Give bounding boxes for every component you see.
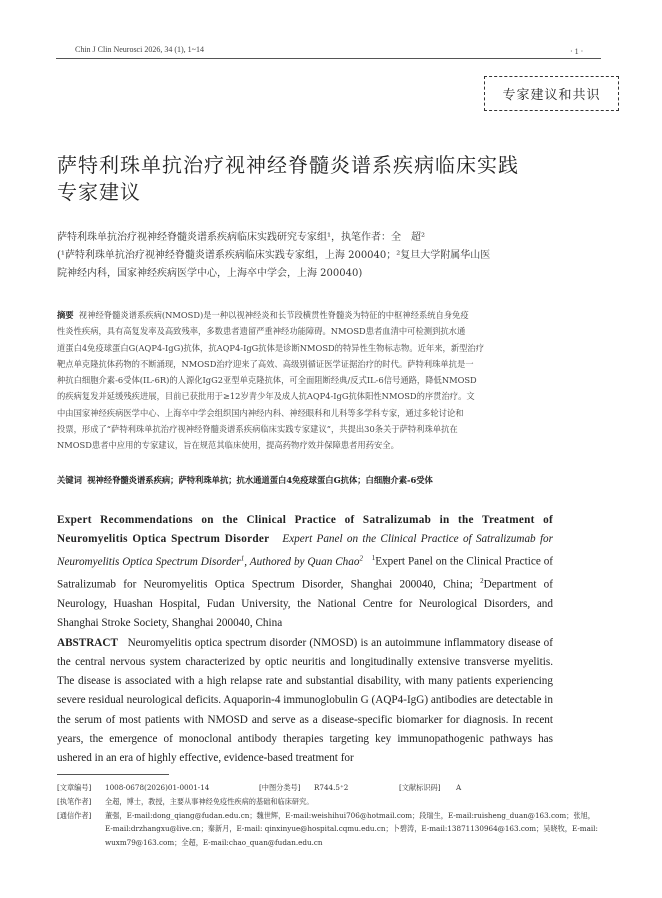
chinese-affiliation-line: (¹萨特利珠单抗治疗视神经脊髓炎谱系疾病临床实践专家组，上海 200040；²复旦大学附属华山医 — [57, 250, 491, 261]
contact-line: E-mail:drzhangxu@live.cn；秦新月，E-mail: qinxinyue@hospital.cqmu.edu.cn；卜碧涛，E-mail:13871130964@163.com；吴晓牧，E-mail: — [105, 824, 598, 834]
clc-code: R744.5⁺2 — [314, 783, 349, 792]
footnote-doc-ids — [57, 781, 602, 794]
english-byline: Expert Panel on the Clinical Practice of Satralizumab for Neuromyelitis Optica Spectrum Disorder$^1$, Authored by Quan Chao$^2$ — [57, 533, 553, 569]
chinese-keywords-text: 视神经脊髓炎谱系疾病；萨特利珠单抗；抗水通道蛋白4免疫球蛋白G抗体；白细胞介素-6受体 — [87, 475, 433, 485]
chinese-abstract-line: 靶点单克隆抗体药物的不断涌现，NMOSD治疗迎来了高效、高级别循证医学证据治疗的时代。萨特利珠单抗是一 — [57, 358, 474, 369]
english-affiliation-2: Department of Neurology, Huashan Hospital, Fudan University, the National Centre for Neurological Disorders, and Shanghai Stroke Society, Shanghai 200040, China — [57, 579, 553, 630]
chinese-abstract-line: NMOSD患者中应用的专家建议，旨在规范其临床使用，提高药物疗效并保障患者用药安全。 — [57, 440, 399, 451]
chinese-authors: 萨特利珠单抗治疗视神经脊髓炎谱系疾病临床实践研究专家组¹，执笔作者：全 超² — [57, 232, 426, 243]
chinese-abstract — [57, 307, 602, 454]
chinese-abstract-line: 性炎性疾病，具有高复发率及高致残率，多数患者遗留严重神经功能障碍。NMOSD患者血清中可检测到抗水通 — [57, 326, 466, 337]
english-abstract-label: ABSTRACT — [57, 636, 118, 649]
english-abstract: Neuromyelitis optica spectrum disorder (NMOSD) is an autoimmune inflammatory disease of the central nervous system characterized by optic neuritis and longitudinally extensive transverse myelitis. The disease is associated with a high relapse rate and substantial disability, with many patients experiencing severe residual neurological deficits. Aquaporin-4 immunoglobulin G (AQP4-IgG) antibodies are detectable in the serum of most patients with NMOSD and serve as a disease-specific biomarker for diagnosis. In recent years, the emergence of monoclonal antibody therapies targeting key immunopathogenic pathways has ushered in an era of highly effective, evidence-based treatment for — [57, 636, 554, 764]
footnote-author — [57, 795, 602, 808]
english-affiliation-1: Expert Panel on the Clinical Practice of Satralizumab for Neuromyelitis Optica Spectrum Disorder, Shanghai 200040, China; — [57, 556, 554, 592]
page-number: · 1 · — [570, 47, 584, 56]
chinese-affiliations — [57, 247, 602, 283]
clc-label: [中图分类号] — [259, 783, 301, 792]
chinese-abstract-line: 中由国家神经疾病医学中心、上海卒中学会组织国内神经内科、神经眼科和儿科等多学科专家，通过多轮讨论和 — [57, 407, 464, 418]
contact-label: [通信作者] — [57, 811, 92, 820]
doc-id-label: [文章编号] — [57, 783, 92, 792]
chinese-keywords — [57, 472, 602, 488]
english-title: Expert Recommendations on the Clinical Practice of Satralizumab in the Treatment of Neuromyelitis Optica Spectrum Disorder — [57, 514, 553, 546]
chinese-title — [57, 152, 597, 206]
chinese-title-line-2: 专家建议 — [57, 180, 141, 204]
chinese-abstract-label: 摘要 — [57, 310, 74, 320]
author-intro-label: [执笔作者] — [57, 797, 92, 806]
chinese-abstract-line: 种抗白细胞介素-6受体(IL-6R)的人源化IgG2亚型单克隆抗体，可全面阻断经典/反式IL-6信号通路，降低NMOSD — [57, 375, 477, 386]
chinese-abstract-line: 视神经脊髓炎谱系疾病(NMOSD)是一种以视神经炎和长节段横贯性脊髓炎为特征的中枢神经系统自身免疫 — [78, 310, 469, 320]
section-tag-box — [484, 76, 619, 111]
section-tag: 专家建议和共识 — [502, 88, 601, 103]
doc-id: 1008-0678(2026)01-0001-14 — [105, 783, 210, 792]
header-rule — [56, 58, 601, 59]
contact-line: 董强，E-mail:dong_qiang@fudan.edu.cn；魏世辉，E-mail:weishihui706@hotmail.com；段瑞生，E-mail:ruisheng_duan@163.com；张旭， — [105, 811, 595, 820]
chinese-abstract-line: 的疾病复发并延缓残疾进展，目前已获批用于≥12岁青少年及成人抗AQP4-IgG抗体阳性NMOSD的序贯治疗。文 — [57, 391, 475, 402]
english-section: Expert Recommendations on the Clinical Practice of Satralizumab in the Treatment of Neuromyelitis Optica Spectrum Disorder Expert Panel on the Clinical Practice of Satralizumab for Neuromyelitis Optica Spectrum Disorder$^1$, Authored by Quan Chao$^2$ $^1$Expert Panel on the Clinical Practice of Satralizumab for Neuromyelitis Optica Spectrum Disorder, Shanghai 200040, China; $^2$Department of Neurology, Huashan Hospital, Fudan University, the National Centre for Neurological Disorders, and Shanghai Stroke Society, Shanghai 200040, China ABSTRACT Neuromyelitis optica spectrum disorder (NMOSD) is an autoimmune inflammatory disease of the central nervous system characterized by optic neuritis and longitudinally extensive transverse myelitis. The disease is associated with a high relapse rate and substantial disability, with many patients experiencing severe residual neurological deficits. Aquaporin-4 immunoglobulin G (AQP4-IgG) antibodies are detectable in the serum of most patients with NMOSD and serve as a disease-specific biomarker for diagnosis. In recent years, the emergence of monoclonal antibody therapies targeting key immunopathogenic pathways has ushered in an era of highly effective, evidence-based treatment for — [57, 514, 554, 764]
footnote-rule — [57, 774, 169, 775]
chinese-title-line-1: 萨特利珠单抗治疗视神经脊髓炎谱系疾病临床实践 — [57, 153, 519, 177]
chinese-keywords-label: 关键词 — [57, 475, 82, 485]
doc-code: A — [456, 783, 462, 792]
contact-line: wuxm79@163.com；全超，E-mail:chao_quan@fudan.edu.cn — [105, 837, 323, 847]
chinese-affiliation-line: 院神经内科，国家神经疾病医学中心，上海卒中学会，上海 200040) — [57, 268, 363, 279]
chinese-abstract-line: 投票，形成了“萨特利珠单抗治疗视神经脊髓炎谱系疾病临床实践专家建议”，共提出30条关于萨特利珠单抗在 — [57, 424, 458, 435]
chinese-abstract-line: 道蛋白4免疫球蛋白G(AQP4-IgG)抗体，抗AQP4-IgG抗体是诊断NMOSD的特异性生物标志物。近年来，新型治疗 — [57, 342, 485, 353]
doc-code-label: [文献标识码] — [399, 783, 441, 792]
journal-citation: Chin J Clin Neurosci 2026, 34 (1), 1~14 — [75, 45, 204, 54]
author-intro: 全超，博士，教授，主要从事神经免疫性疾病的基础和临床研究。 — [105, 797, 314, 806]
footnote-contacts — [57, 809, 602, 849]
